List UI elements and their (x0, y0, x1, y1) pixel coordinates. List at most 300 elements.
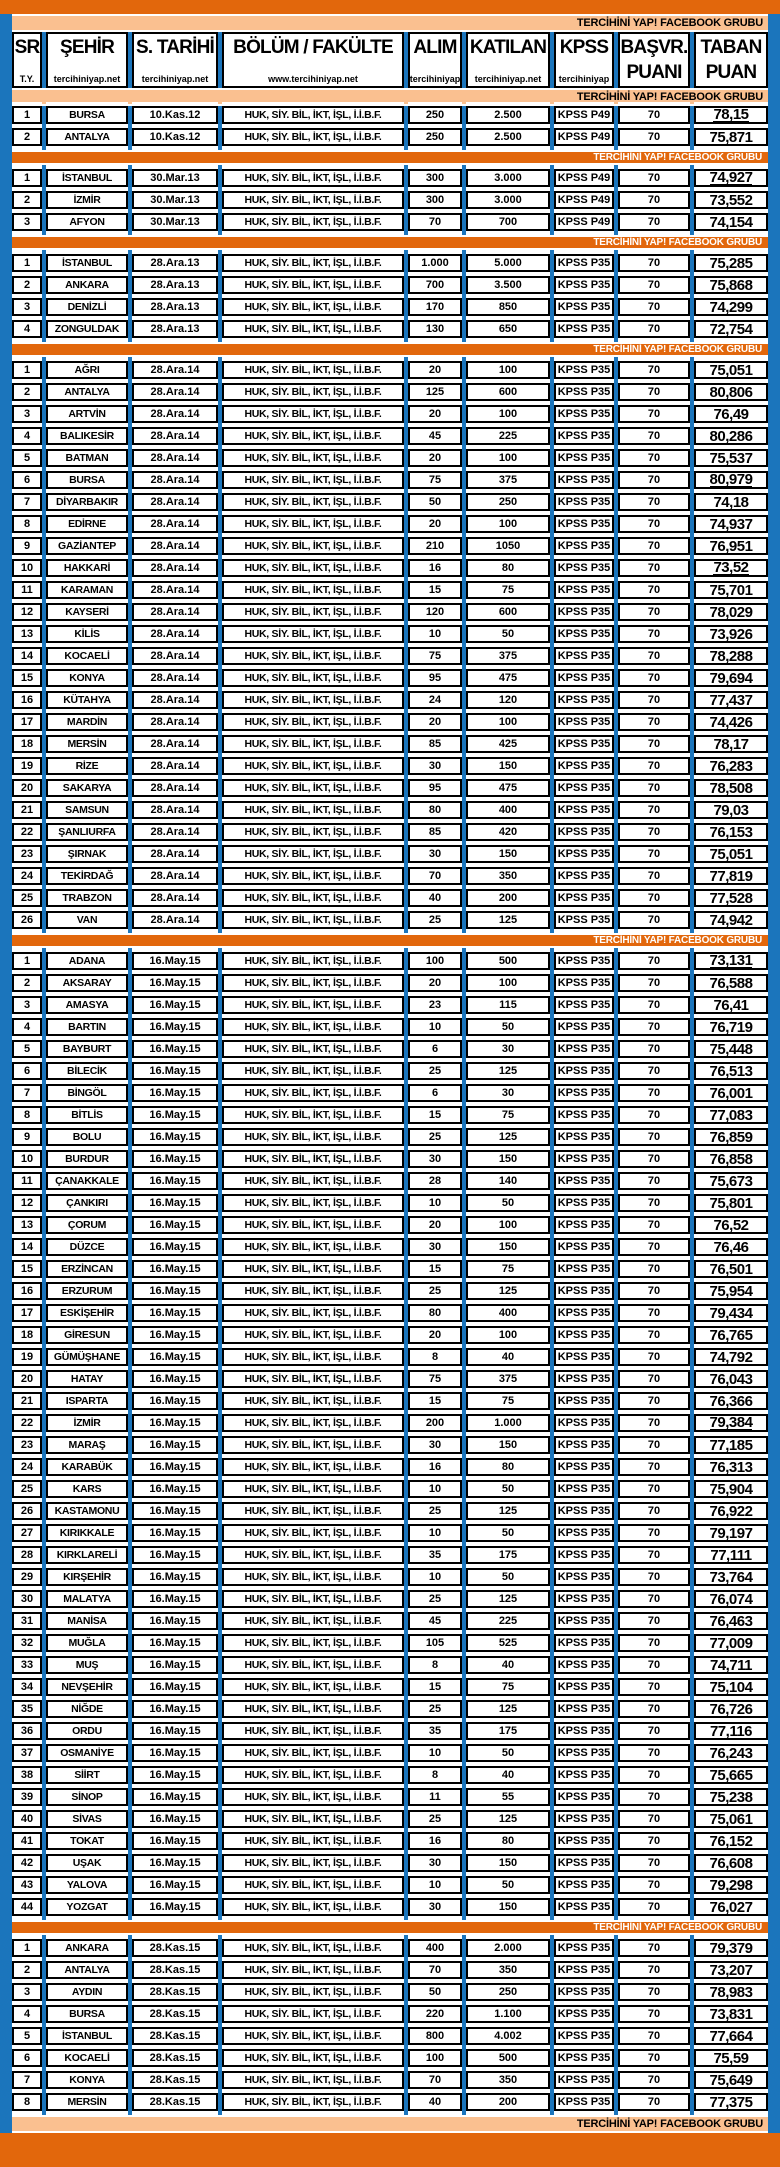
cell-dept: HUK, SİY. BİL, İKT, İŞL, İ.İ.B.F. (222, 1634, 404, 1652)
cell-basvr: 70 (618, 603, 690, 621)
table-row (12, 1216, 768, 1234)
cell-sr: 1 (12, 952, 42, 970)
cell-date: 16.May.15 (132, 974, 218, 992)
cell-date: 16.May.15 (132, 1304, 218, 1322)
cell-city: GAZİANTEP (46, 537, 128, 555)
cell-taban: 76,588 (694, 974, 768, 992)
cell-sr: 16 (12, 691, 42, 709)
cell-dept: HUK, SİY. BİL, İKT, İŞL, İ.İ.B.F. (222, 1084, 404, 1102)
cell-date: 16.May.15 (132, 1656, 218, 1674)
cell-basvr: 70 (618, 405, 690, 423)
cell-alim: 6 (408, 1084, 462, 1102)
cell-taban: 76,243 (694, 1744, 768, 1762)
cell-city: RİZE (46, 757, 128, 775)
cell-city: GÜMÜŞHANE (46, 1348, 128, 1366)
cell-kpss: KPSS P35 (554, 1678, 614, 1696)
cell-alim: 40 (408, 889, 462, 907)
cell-kpss: KPSS P35 (554, 1106, 614, 1124)
column-header (694, 32, 768, 88)
cell-kpss: KPSS P35 (554, 1612, 614, 1630)
underlined-score: 73,131 (709, 952, 753, 969)
cell-sr: 7 (12, 1084, 42, 1102)
cell-dept: HUK, SİY. BİL, İKT, İŞL, İ.İ.B.F. (222, 1546, 404, 1564)
cell-date: 16.May.15 (132, 1788, 218, 1806)
cell-date: 28.Ara.14 (132, 361, 218, 379)
cell-alim: 800 (408, 2027, 462, 2045)
cell-kpss: KPSS P35 (554, 581, 614, 599)
cell-dept: HUK, SİY. BİL, İKT, İŞL, İ.İ.B.F. (222, 128, 404, 146)
cell-alim: 24 (408, 691, 462, 709)
table-row (12, 1678, 768, 1696)
cell-kpss: KPSS P49 (554, 128, 614, 146)
cell-dept: HUK, SİY. BİL, İKT, İŞL, İ.İ.B.F. (222, 996, 404, 1014)
cell-taban: 79,694 (694, 669, 768, 687)
cell-dept: HUK, SİY. BİL, İKT, İŞL, İ.İ.B.F. (222, 867, 404, 885)
cell-kpss: KPSS P35 (554, 867, 614, 885)
cell-kpss: KPSS P35 (554, 1568, 614, 1586)
cell-date: 16.May.15 (132, 1546, 218, 1564)
cell-alim: 120 (408, 603, 462, 621)
cell-taban: 80,806 (694, 383, 768, 401)
cell-basvr: 70 (618, 691, 690, 709)
cell-katilan: 125 (466, 1062, 550, 1080)
cell-kpss: KPSS P35 (554, 1062, 614, 1080)
cell-city: ERZİNCAN (46, 1260, 128, 1278)
table-row (12, 669, 768, 687)
cell-sr: 44 (12, 1898, 42, 1916)
column-header (46, 32, 128, 88)
cell-dept: HUK, SİY. BİL, İKT, İŞL, İ.İ.B.F. (222, 254, 404, 272)
cell-alim: 45 (408, 1612, 462, 1630)
column-subtitle: PUAN (705, 62, 757, 83)
cell-taban: 79,03 (694, 801, 768, 819)
cell-sr: 35 (12, 1700, 42, 1718)
column-title: KATILAN (469, 37, 547, 58)
cell-dept: HUK, SİY. BİL, İKT, İŞL, İ.İ.B.F. (222, 361, 404, 379)
cell-date: 28.Kas.15 (132, 1939, 218, 1957)
group-separator-banner: TERCİHİNİ YAP! FACEBOOK GRUBU (12, 235, 768, 250)
table-row (12, 2005, 768, 2023)
column-title: SR (14, 37, 40, 58)
cell-basvr: 70 (618, 298, 690, 316)
cell-dept: HUK, SİY. BİL, İKT, İŞL, İ.İ.B.F. (222, 581, 404, 599)
cell-alim: 85 (408, 735, 462, 753)
cell-sr: 37 (12, 1744, 42, 1762)
cell-taban: 76,501 (694, 1260, 768, 1278)
cell-kpss: KPSS P35 (554, 1832, 614, 1850)
cell-dept: HUK, SİY. BİL, İKT, İŞL, İ.İ.B.F. (222, 1414, 404, 1432)
cell-basvr: 70 (618, 1568, 690, 1586)
cell-dept: HUK, SİY. BİL, İKT, İŞL, İ.İ.B.F. (222, 1744, 404, 1762)
cell-basvr: 70 (618, 169, 690, 187)
cell-alim: 20 (408, 1326, 462, 1344)
column-header (408, 32, 462, 88)
cell-dept: HUK, SİY. BİL, İKT, İŞL, İ.İ.B.F. (222, 1260, 404, 1278)
cell-date: 28.Ara.14 (132, 625, 218, 643)
cell-dept: HUK, SİY. BİL, İKT, İŞL, İ.İ.B.F. (222, 1128, 404, 1146)
cell-city: AYDIN (46, 1983, 128, 2001)
cell-alim: 10 (408, 1018, 462, 1036)
cell-alim: 10 (408, 1876, 462, 1894)
cell-sr: 4 (12, 1018, 42, 1036)
cell-kpss: KPSS P35 (554, 1392, 614, 1410)
cell-alim: 20 (408, 405, 462, 423)
cell-sr: 5 (12, 449, 42, 467)
cell-dept: HUK, SİY. BİL, İKT, İŞL, İ.İ.B.F. (222, 1150, 404, 1168)
cell-kpss: KPSS P35 (554, 1939, 614, 1957)
cell-date: 16.May.15 (132, 1370, 218, 1388)
table-row (12, 276, 768, 294)
cell-date: 28.Ara.14 (132, 471, 218, 489)
group-separator-banner: TERCİHİNİ YAP! FACEBOOK GRUBU (12, 933, 768, 948)
cell-kpss: KPSS P35 (554, 2071, 614, 2089)
cell-dept: HUK, SİY. BİL, İKT, İŞL, İ.İ.B.F. (222, 1326, 404, 1344)
table-row (12, 1744, 768, 1762)
cell-kpss: KPSS P35 (554, 952, 614, 970)
cell-alim: 70 (408, 867, 462, 885)
cell-dept: HUK, SİY. BİL, İKT, İŞL, İ.İ.B.F. (222, 1062, 404, 1080)
cell-dept: HUK, SİY. BİL, İKT, İŞL, İ.İ.B.F. (222, 1810, 404, 1828)
table-row (12, 2027, 768, 2045)
cell-alim: 200 (408, 1414, 462, 1432)
cell-dept: HUK, SİY. BİL, İKT, İŞL, İ.İ.B.F. (222, 1282, 404, 1300)
table-row (12, 515, 768, 533)
cell-date: 16.May.15 (132, 1194, 218, 1212)
cell-dept: HUK, SİY. BİL, İKT, İŞL, İ.İ.B.F. (222, 298, 404, 316)
cell-alim: 30 (408, 1898, 462, 1916)
cell-kpss: KPSS P35 (554, 823, 614, 841)
cell-city: KARABÜK (46, 1458, 128, 1476)
cell-basvr: 70 (618, 1436, 690, 1454)
table-row (12, 1961, 768, 1979)
table-frame (0, 14, 780, 2133)
cell-sr: 26 (12, 911, 42, 929)
cell-alim: 28 (408, 1172, 462, 1190)
cell-katilan: 2.500 (466, 128, 550, 146)
cell-city: KARAMAN (46, 581, 128, 599)
cell-basvr: 70 (618, 1722, 690, 1740)
cell-basvr: 70 (618, 1084, 690, 1102)
cell-dept: HUK, SİY. BİL, İKT, İŞL, İ.İ.B.F. (222, 889, 404, 907)
table-row (12, 2071, 768, 2089)
cell-taban (694, 952, 768, 970)
cell-city: KÜTAHYA (46, 691, 128, 709)
cell-sr: 21 (12, 801, 42, 819)
cell-alim: 10 (408, 1524, 462, 1542)
cell-city: İSTANBUL (46, 254, 128, 272)
table-row (12, 1590, 768, 1608)
top-orange-bar (0, 0, 780, 14)
cell-katilan: 500 (466, 952, 550, 970)
cell-basvr: 70 (618, 383, 690, 401)
cell-alim: 80 (408, 1304, 462, 1322)
cell-kpss: KPSS P35 (554, 1304, 614, 1322)
cell-katilan: 200 (466, 2093, 550, 2111)
cell-taban (694, 169, 768, 187)
cell-basvr: 70 (618, 801, 690, 819)
cell-basvr: 70 (618, 1832, 690, 1850)
cell-kpss: KPSS P35 (554, 1656, 614, 1674)
column-header (466, 32, 550, 88)
cell-dept: HUK, SİY. BİL, İKT, İŞL, İ.İ.B.F. (222, 276, 404, 294)
column-header (132, 32, 218, 88)
cell-sr: 1 (12, 169, 42, 187)
cell-sr: 18 (12, 1326, 42, 1344)
cell-basvr: 70 (618, 1788, 690, 1806)
cell-kpss: KPSS P35 (554, 603, 614, 621)
cell-dept: HUK, SİY. BİL, İKT, İŞL, İ.İ.B.F. (222, 1018, 404, 1036)
cell-taban (694, 106, 768, 124)
column-subtitle: tercihiniyap (409, 74, 461, 84)
cell-basvr: 70 (618, 1524, 690, 1542)
cell-kpss: KPSS P35 (554, 383, 614, 401)
cell-date: 16.May.15 (132, 1612, 218, 1630)
cell-taban: 75,448 (694, 1040, 768, 1058)
cell-city: BARTIN (46, 1018, 128, 1036)
cell-date: 16.May.15 (132, 1436, 218, 1454)
cell-sr: 33 (12, 1656, 42, 1674)
table-row (12, 1546, 768, 1564)
cell-taban (694, 559, 768, 577)
cell-city: ANKARA (46, 1939, 128, 1957)
cell-kpss: KPSS P35 (554, 1348, 614, 1366)
cell-kpss: KPSS P49 (554, 106, 614, 124)
cell-date: 28.Kas.15 (132, 2027, 218, 2045)
cell-taban: 76,513 (694, 1062, 768, 1080)
cell-city: AĞRI (46, 361, 128, 379)
cell-kpss: KPSS P35 (554, 427, 614, 445)
cell-taban: 74,426 (694, 713, 768, 731)
cell-kpss: KPSS P35 (554, 1983, 614, 2001)
table-row (12, 823, 768, 841)
cell-city: ISPARTA (46, 1392, 128, 1410)
cell-katilan: 650 (466, 320, 550, 338)
cell-date: 16.May.15 (132, 1480, 218, 1498)
cell-sr: 11 (12, 1172, 42, 1190)
cell-sr: 3 (12, 1983, 42, 2001)
table-row (12, 1722, 768, 1740)
table-row (12, 996, 768, 1014)
table-row (12, 1062, 768, 1080)
cell-basvr: 70 (618, 471, 690, 489)
cell-katilan: 50 (466, 1194, 550, 1212)
cell-katilan: 375 (466, 647, 550, 665)
cell-taban: 78,17 (694, 735, 768, 753)
cell-kpss: KPSS P35 (554, 1634, 614, 1652)
cell-kpss: KPSS P35 (554, 559, 614, 577)
cell-taban: 75,238 (694, 1788, 768, 1806)
cell-alim: 15 (408, 1392, 462, 1410)
cell-city: ANTALYA (46, 1961, 128, 1979)
cell-taban (694, 1414, 768, 1432)
cell-basvr: 70 (618, 1766, 690, 1784)
cell-taban: 76,001 (694, 1084, 768, 1102)
cell-city: ÇANKIRI (46, 1194, 128, 1212)
cell-sr: 31 (12, 1612, 42, 1630)
cell-date: 16.May.15 (132, 1392, 218, 1410)
cell-kpss: KPSS P35 (554, 2049, 614, 2067)
table-row (12, 1983, 768, 2001)
cell-date: 28.Kas.15 (132, 1983, 218, 2001)
cell-dept: HUK, SİY. BİL, İKT, İŞL, İ.İ.B.F. (222, 952, 404, 970)
table-row (12, 1282, 768, 1300)
cell-taban: 76,152 (694, 1832, 768, 1850)
cell-alim: 16 (408, 559, 462, 577)
cell-sr: 9 (12, 537, 42, 555)
cell-city: İZMİR (46, 191, 128, 209)
cell-kpss: KPSS P35 (554, 254, 614, 272)
cell-dept: HUK, SİY. BİL, İKT, İŞL, İ.İ.B.F. (222, 1961, 404, 1979)
cell-city: MARAŞ (46, 1436, 128, 1454)
cell-basvr: 70 (618, 2027, 690, 2045)
cell-dept: HUK, SİY. BİL, İKT, İŞL, İ.İ.B.F. (222, 647, 404, 665)
cell-date: 16.May.15 (132, 1854, 218, 1872)
underlined-score: 80,979 (709, 471, 753, 488)
table-row (12, 1326, 768, 1344)
cell-basvr: 70 (618, 1700, 690, 1718)
table-row (12, 1040, 768, 1058)
cell-city: MUŞ (46, 1656, 128, 1674)
column-title: TABAN (700, 37, 762, 58)
cell-taban: 75,871 (694, 128, 768, 146)
cell-kpss: KPSS P35 (554, 1876, 614, 1894)
cell-city: SİVAS (46, 1810, 128, 1828)
cell-katilan: 120 (466, 691, 550, 709)
cell-basvr: 70 (618, 2071, 690, 2089)
cell-sr: 28 (12, 1546, 42, 1564)
cell-date: 30.Mar.13 (132, 169, 218, 187)
cell-sr: 23 (12, 845, 42, 863)
cell-alim: 20 (408, 361, 462, 379)
cell-basvr: 70 (618, 1656, 690, 1674)
cell-city: MANİSA (46, 1612, 128, 1630)
cell-kpss: KPSS P35 (554, 1961, 614, 1979)
cell-basvr: 70 (618, 1961, 690, 1979)
cell-katilan: 80 (466, 1458, 550, 1476)
cell-sr: 17 (12, 713, 42, 731)
cell-date: 28.Ara.14 (132, 845, 218, 863)
column-title: KPSS (559, 37, 609, 58)
cell-dept: HUK, SİY. BİL, İKT, İŞL, İ.İ.B.F. (222, 169, 404, 187)
cell-sr: 9 (12, 1128, 42, 1146)
column-subtitle: www.tercihiniyap.net (268, 74, 358, 84)
cell-taban: 72,754 (694, 320, 768, 338)
cell-katilan: 50 (466, 1524, 550, 1542)
cell-katilan: 700 (466, 213, 550, 231)
cell-basvr: 70 (618, 757, 690, 775)
cell-kpss: KPSS P35 (554, 1238, 614, 1256)
cell-kpss: KPSS P35 (554, 2005, 614, 2023)
cell-basvr: 70 (618, 1414, 690, 1432)
cell-city: KONYA (46, 669, 128, 687)
table-row (12, 1700, 768, 1718)
cell-dept: HUK, SİY. BİL, İKT, İŞL, İ.İ.B.F. (222, 801, 404, 819)
underlined-score: 78,15 (713, 106, 749, 123)
cell-city: KOCAELİ (46, 647, 128, 665)
cell-basvr: 70 (618, 1480, 690, 1498)
cell-dept: HUK, SİY. BİL, İKT, İŞL, İ.İ.B.F. (222, 515, 404, 533)
cell-katilan: 100 (466, 449, 550, 467)
cell-taban: 77,009 (694, 1634, 768, 1652)
cell-taban: 76,027 (694, 1898, 768, 1916)
cell-basvr: 70 (618, 735, 690, 753)
cell-date: 28.Ara.14 (132, 537, 218, 555)
cell-alim: 20 (408, 515, 462, 533)
cell-sr: 1 (12, 361, 42, 379)
table-row (12, 1194, 768, 1212)
table-row (12, 1766, 768, 1784)
cell-sr: 5 (12, 2027, 42, 2045)
cell-sr: 20 (12, 1370, 42, 1388)
cell-katilan: 115 (466, 996, 550, 1014)
cell-city: DİYARBAKIR (46, 493, 128, 511)
table-row (12, 1436, 768, 1454)
cell-sr: 7 (12, 493, 42, 511)
cell-city: BURSA (46, 2005, 128, 2023)
underlined-score: 74,927 (709, 169, 753, 186)
cell-taban: 76,313 (694, 1458, 768, 1476)
cell-basvr: 70 (618, 276, 690, 294)
cell-date: 16.May.15 (132, 1700, 218, 1718)
cell-dept: HUK, SİY. BİL, İKT, İŞL, İ.İ.B.F. (222, 1700, 404, 1718)
cell-alim: 30 (408, 845, 462, 863)
cell-katilan: 80 (466, 1832, 550, 1850)
cell-city: İSTANBUL (46, 2027, 128, 2045)
cell-city: KAYSERİ (46, 603, 128, 621)
cell-taban: 74,18 (694, 493, 768, 511)
cell-katilan: 200 (466, 889, 550, 907)
cell-taban: 78,508 (694, 779, 768, 797)
cell-basvr: 70 (618, 845, 690, 863)
cell-city: SAKARYA (46, 779, 128, 797)
cell-dept: HUK, SİY. BİL, İKT, İŞL, İ.İ.B.F. (222, 1392, 404, 1410)
cell-city: BURDUR (46, 1150, 128, 1168)
cell-alim: 25 (408, 1700, 462, 1718)
table-row (12, 1634, 768, 1652)
cell-date: 28.Ara.14 (132, 823, 218, 841)
cell-city: KIRKLARELİ (46, 1546, 128, 1564)
table-row (12, 735, 768, 753)
cell-sr: 8 (12, 2093, 42, 2111)
cell-dept: HUK, SİY. BİL, İKT, İŞL, İ.İ.B.F. (222, 1876, 404, 1894)
cell-kpss: KPSS P35 (554, 298, 614, 316)
cell-date: 28.Kas.15 (132, 2049, 218, 2067)
cell-katilan: 3.500 (466, 276, 550, 294)
column-subtitle: T.Y. (19, 74, 35, 84)
cell-sr: 12 (12, 1194, 42, 1212)
cell-sr: 25 (12, 1480, 42, 1498)
cell-katilan: 225 (466, 427, 550, 445)
table-row (12, 1370, 768, 1388)
cell-basvr: 70 (618, 1238, 690, 1256)
cell-katilan: 1.100 (466, 2005, 550, 2023)
table-row (12, 106, 768, 124)
cell-basvr: 70 (618, 1810, 690, 1828)
cell-alim: 25 (408, 1590, 462, 1608)
cell-dept: HUK, SİY. BİL, İKT, İŞL, İ.İ.B.F. (222, 1832, 404, 1850)
cell-kpss: KPSS P35 (554, 2093, 614, 2111)
cell-dept: HUK, SİY. BİL, İKT, İŞL, İ.İ.B.F. (222, 779, 404, 797)
cell-dept: HUK, SİY. BİL, İKT, İŞL, İ.İ.B.F. (222, 2093, 404, 2111)
cell-basvr: 70 (618, 1392, 690, 1410)
cell-basvr: 70 (618, 2049, 690, 2067)
cell-taban: 75,665 (694, 1766, 768, 1784)
cell-date: 16.May.15 (132, 1282, 218, 1300)
cell-taban: 75,801 (694, 1194, 768, 1212)
cell-sr: 1 (12, 1939, 42, 1957)
cell-date: 30.Mar.13 (132, 191, 218, 209)
cell-basvr: 70 (618, 779, 690, 797)
